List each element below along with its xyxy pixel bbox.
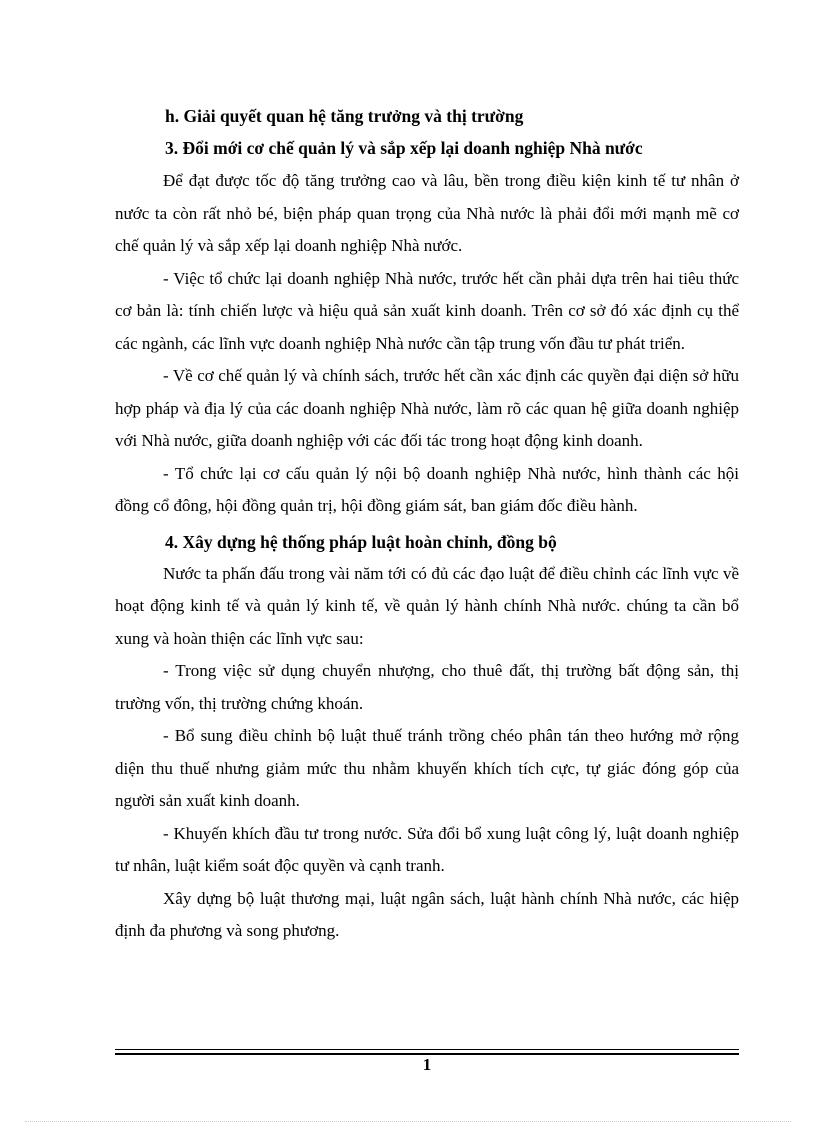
paragraph: - Khuyến khích đầu tư trong nước. Sửa đổi bổ xung luật công lý, luật doanh nghiệp tư nhân, luật kiểm soát độc quyền và cạnh tranh.: [115, 823, 739, 875]
paragraph: - Tổ chức lại cơ cấu quản lý nội bộ doanh nghiệp Nhà nước, hình thành các hội đồng cổ đông, hội đồng quản trị, hội đồng giám sát, ban giám đốc điều hành.: [115, 463, 739, 515]
paragraph: - Việc tổ chức lại doanh nghiệp Nhà nước, trước hết cần phải dựa trên hai tiêu thức cơ bản là: tính chiến lược và hiệu quả sản xuất kinh doanh. Trên cơ sở đó xác định cụ thể các ngành, các lĩnh vực doanh nghiệp Nhà nước cần tập trung vốn đầu tư phát triển.: [115, 268, 739, 353]
paragraph: - Về cơ chế quản lý và chính sách, trước hết cần xác định các quyền đại diện sở hữu hợp pháp và địa lý của các doanh nghiệp Nhà nước, làm rõ các quan hệ giữa doanh nghiệp với Nhà nước, giữa doanh nghiệp với các đối tác trong hoạt động kinh doanh.: [115, 366, 739, 450]
page-edge-divider: [25, 1121, 791, 1122]
page-number: 1: [422, 1055, 432, 1074]
paragraph: Nước ta phấn đấu trong vài năm tới có đủ các đạo luật để điều chỉnh các lĩnh vực về hoạt động kinh tế và quản lý kinh tế, về quản lý hành chính Nhà nước. chúng ta cần bổ xung và hoàn thiện các lĩnh vực sau:: [115, 563, 739, 648]
page-body: [115, 100, 739, 948]
paragraph: - Trong việc sử dụng chuyển nhượng, cho thuê đất, thị trường bất động sản, thị trường vốn, thị trường chứng khoán.: [115, 661, 739, 713]
footer-rule-thin: [115, 1049, 739, 1050]
section-heading-4: 4. Xây dựng hệ thống pháp luật hoàn chỉnh, đồng bộ: [165, 531, 557, 552]
paragraph: - Bổ sung điều chỉnh bộ luật thuế tránh trồng chéo phân tán theo hướng mở rộng diện thu thuế nhưng giảm mức thu nhằm khuyến khích tích cực, tự giác đóng góp của người sản xuất kinh doanh.: [115, 726, 739, 810]
section-heading-h: h. Giải quyết quan hệ tăng trưởng và thị trường: [165, 106, 524, 126]
section-heading-3: 3. Đổi mới cơ chế quản lý và sắp xếp lại doanh nghiệp Nhà nước: [165, 138, 643, 158]
paragraph: Để đạt được tốc độ tăng trưởng cao và lâu, bền trong điều kiện kinh tế tư nhân ở nước ta còn rất nhỏ bé, biện pháp quan trọng của Nhà nước là phải đổi mới mạnh mẽ cơ chế quản lý và sắp xếp lại doanh nghiệp Nhà nước.: [115, 171, 739, 255]
paragraph: Xây dựng bộ luật thương mại, luật ngân sách, luật hành chính Nhà nước, các hiệp định đa phương và song phương.: [115, 888, 739, 940]
